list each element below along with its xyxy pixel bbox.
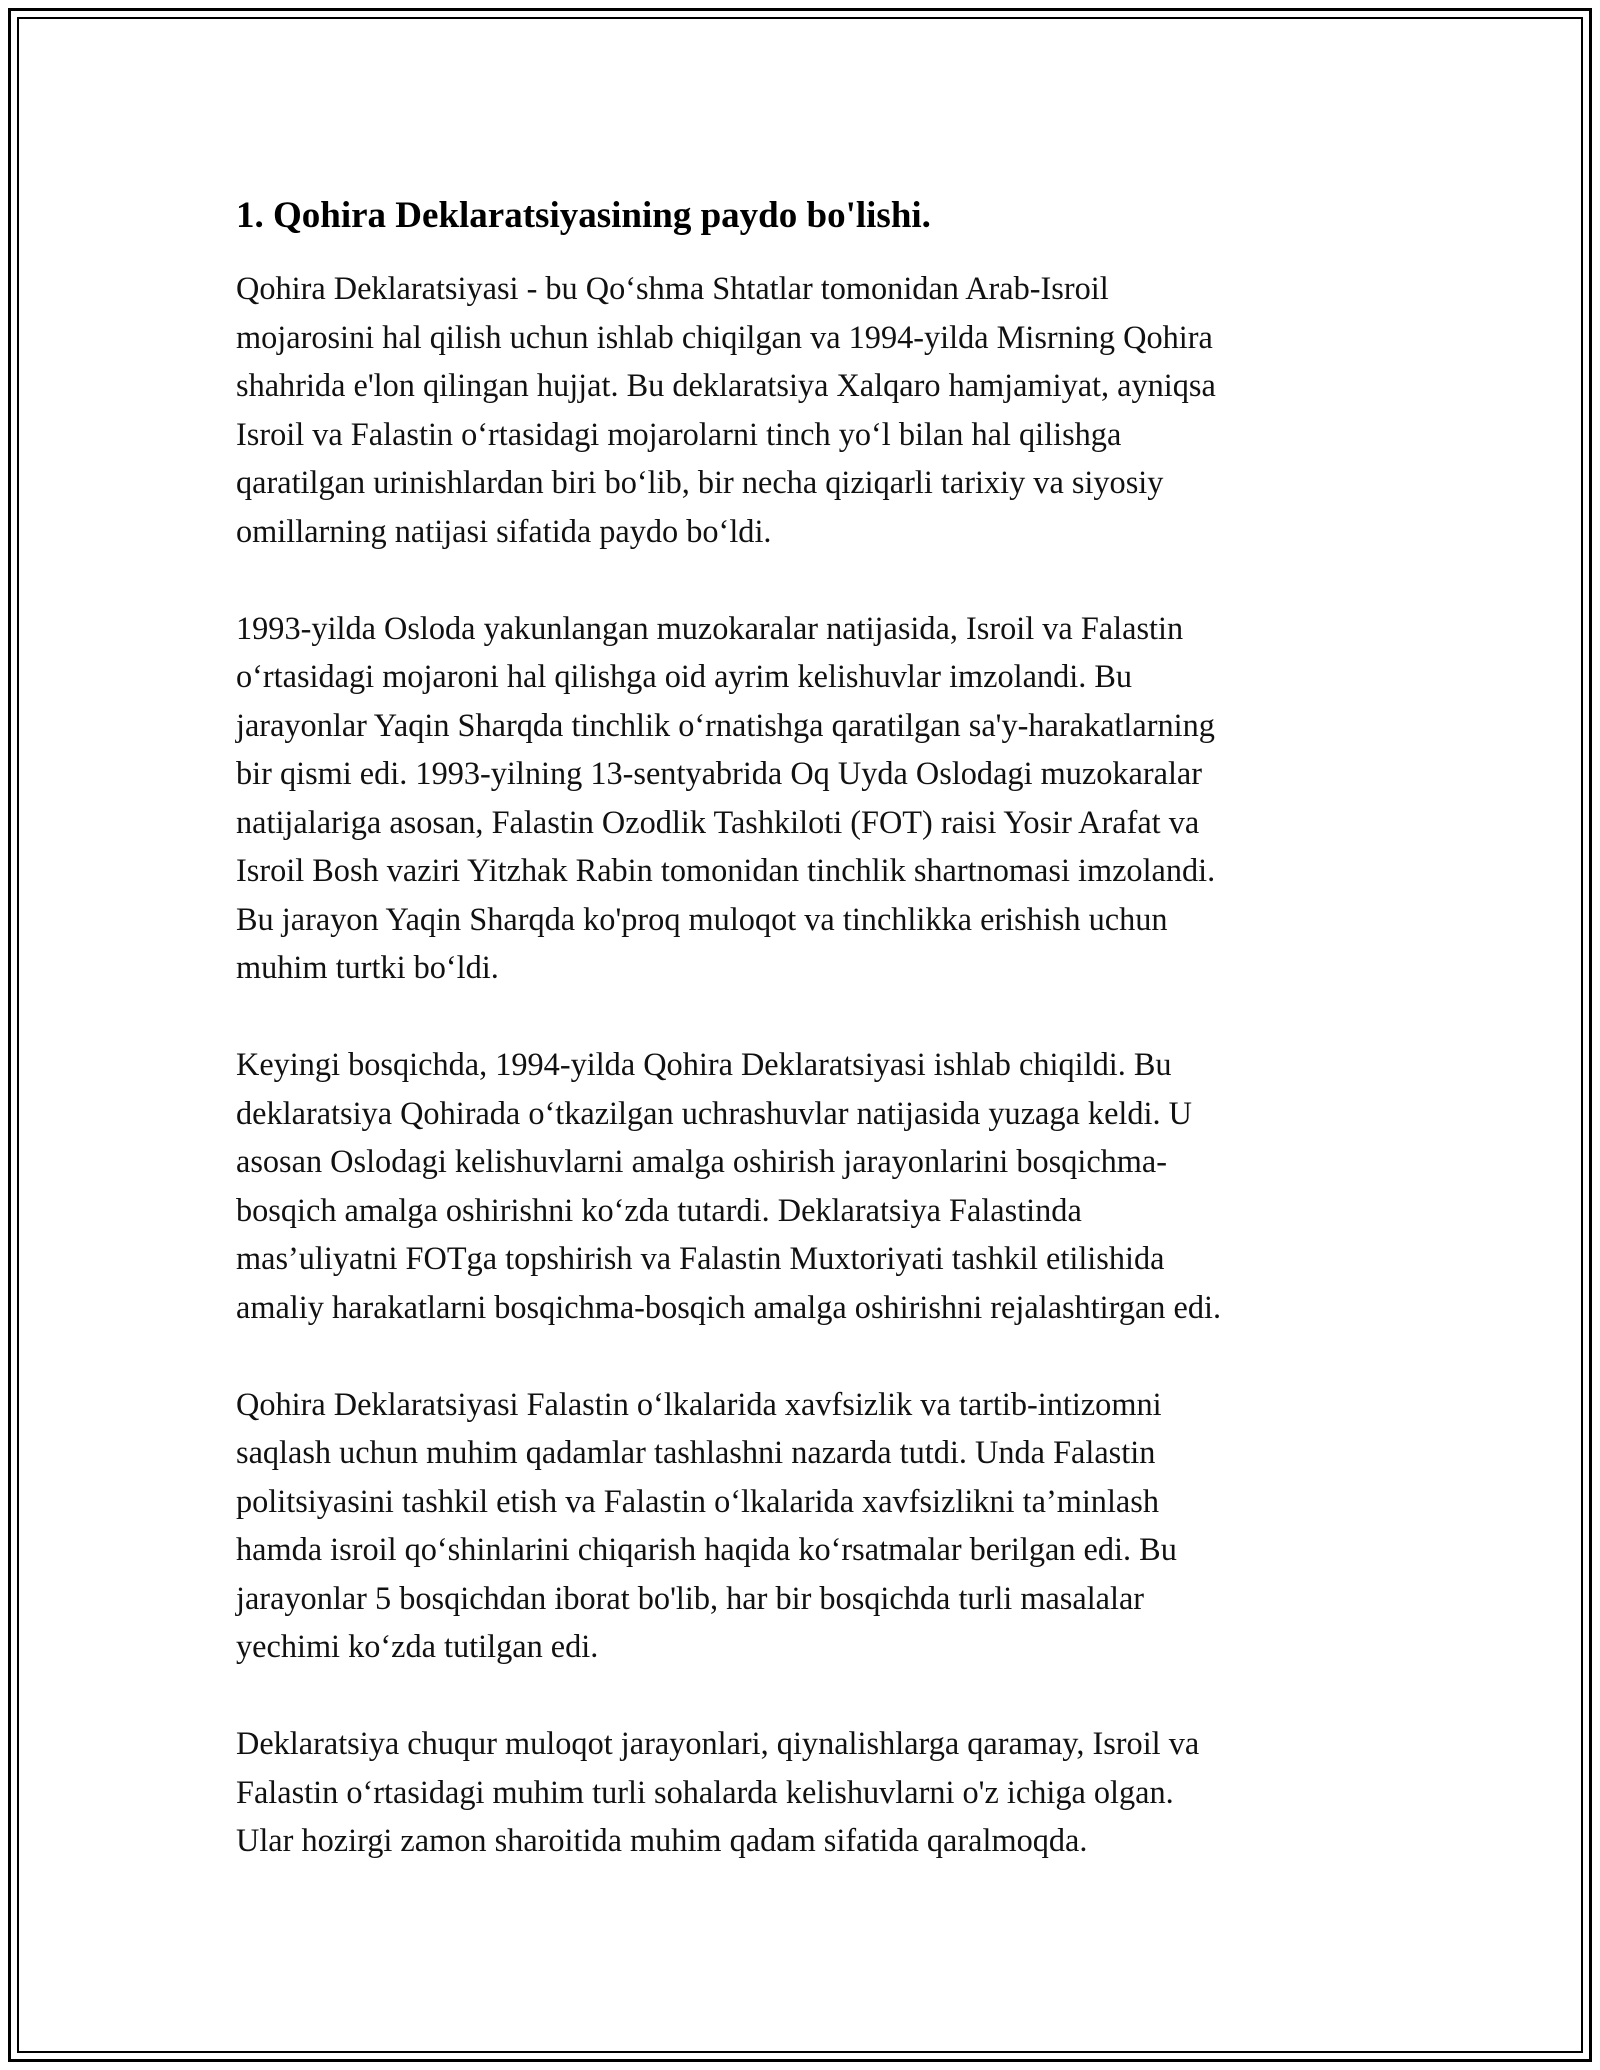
- document-heading: 1. Qohira Deklaratsiyasining paydo bo'lishi.: [236, 195, 931, 236]
- paragraph-2: 1993-yilda Osloda yakunlangan muzokaralar natijasida, Isroil va Falastin o‘rtasidagi mojaroni hal qilishga oid ayrim kelishuvlar imzolandi. Bu jarayonlar Yaqin Sharqda tinchlik o‘rnatishga qaratilgan sa'y-harakatlarning bir qismi edi. 1993-yilning 13-sentyabrida Oq Uyda Oslodagi muzokaralar natijalariga asosan, Falastin Ozodlik Tashkiloti (FOT) raisi Yosir Arafat va Isroil Bosh vaziri Yitzhak Rabin tomonidan tinchlik shartnomasi imzolandi. Bu jarayon Yaqin Sharqda ko'proq muloqot va tinchlikka erishish uchun muhim turtki bo‘ldi.: [236, 609, 1216, 985]
- paragraph-1: Qohira Deklaratsiyasi - bu Qo‘shma Shtatlar tomonidan Arab-Isroil mojarosini hal qilish uchun ishlab chiqilgan va 1994-yilda Misrning Qohira shahrida e'lon qilingan hujjat. Bu deklaratsiya Xalqaro hamjamiyat, ayniqsa Isroil va Falastin o‘rtasidagi mojarolarni tinch yo‘l bilan hal qilishga qaratilgan urinishlardan biri bo‘lib, bir necha qiziqarli tarixiy va siyosiy omillarning natijasi sifatida paydo bo‘ldi.: [236, 270, 1216, 549]
- paragraph-3: Keyingi bosqichda, 1994-yilda Qohira Deklaratsiyasi ishlab chiqildi. Bu deklaratsiya Qohirada o‘tkazilgan uchrashuvlar natijasida yuzaga keldi. U asosan Oslodagi kelishuvlarni amalga oshirish jarayonlarini bosqichma- bosqich amalga oshirishni ko‘zda tutardi. Deklaratsiya Falastinda mas’uliyatni FOTga topshirish va Falastin Muxtoriyati tashkil etilishida amaliy harakatlarni bosqichma-bosqich amalga oshirishni rejalashtirgan edi.: [236, 1046, 1222, 1325]
- paragraph-5: Deklaratsiya chuqur muloqot jarayonlari, qiynalishlarga qaramay, Isroil va Falastin o‘rtasidagi muhim turli sohalarda kelishuvlarni o'z ichiga olgan. Ular hozirgi zamon sharoitida muhim qadam sifatida qaralmoqda.: [236, 1725, 1200, 1858]
- paragraph-4: Qohira Deklaratsiyasi Falastin o‘lkalarida xavfsizlik va tartib-intizomni saqlash uchun muhim qadamlar tashlashni nazarda tutdi. Unda Falastin politsiyasini tashkil etish va Falastin o‘lkalarida xavfsizlikni ta’minlash hamda isroil qo‘shinlarini chiqarish haqida ko‘rsatmalar berilgan edi. Bu jarayonlar 5 bosqichdan iborat bo'lib, har bir bosqichda turli masalalar yechimi ko‘zda tutilgan edi.: [236, 1385, 1177, 1664]
- document-body: [236, 188, 1366, 1865]
